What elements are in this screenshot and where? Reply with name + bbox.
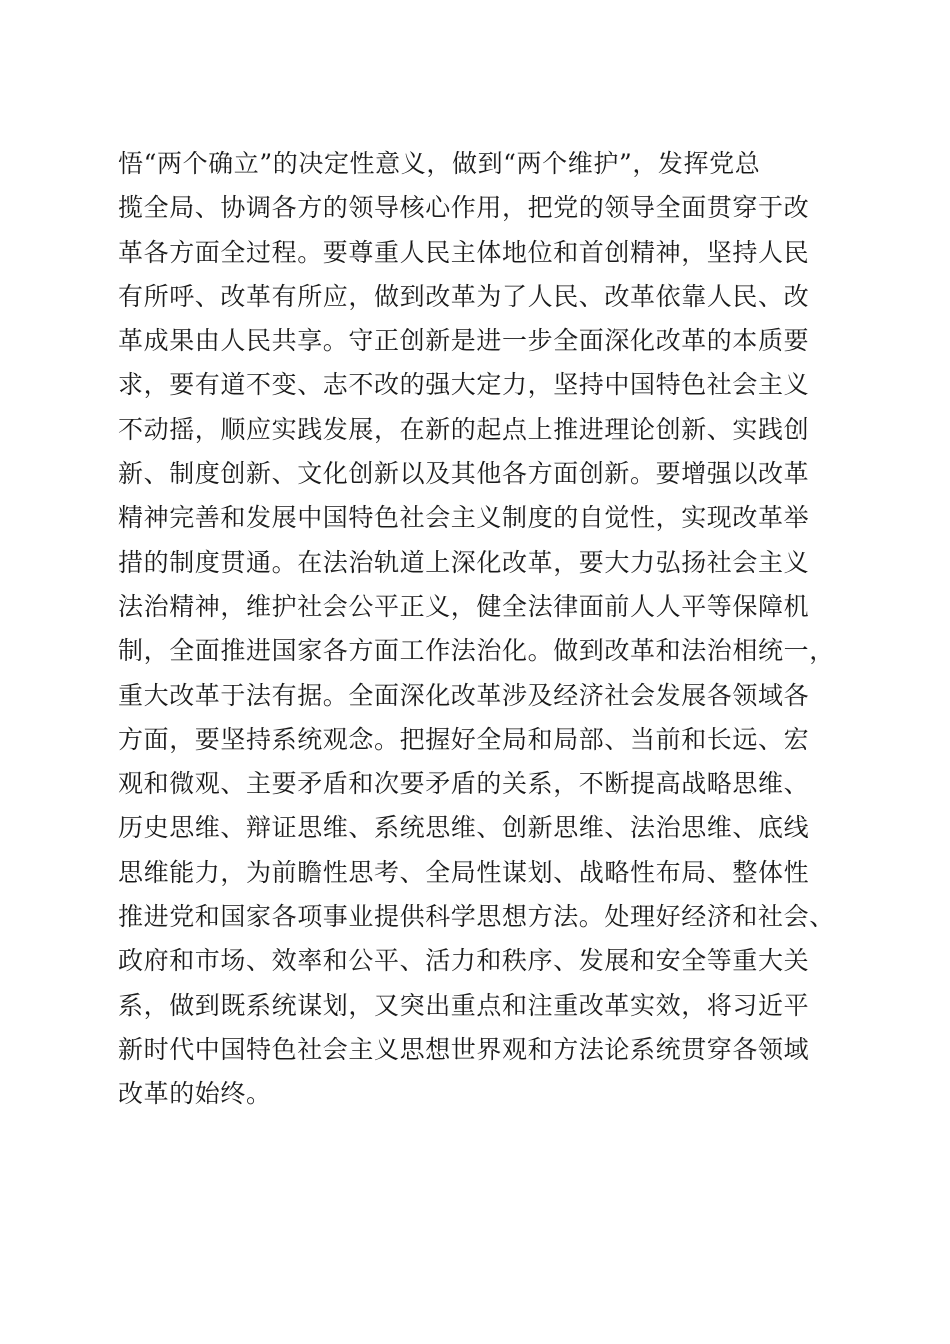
- text-line: 求，要有道不变、志不改的强大定力，坚持中国特色社会主义: [118, 370, 810, 400]
- text-line: 新时代中国特色社会主义思想世界观和方法论系统贯穿各领域: [118, 1034, 810, 1064]
- text-line: 革成果由人民共享。守正创新是进一步全面深化改革的本质要: [118, 326, 810, 356]
- text-line: 改革的始终。: [118, 1079, 272, 1109]
- text-line: 历史思维、辩证思维、系统思维、创新思维、法治思维、底线: [118, 813, 810, 843]
- text-line: 制，全面推进国家各方面工作法治化。做到改革和法治相统一，: [118, 636, 835, 666]
- text-line: 法治精神，维护社会公平正义，健全法律面前人人平等保障机: [118, 591, 810, 621]
- text-line: 精神完善和发展中国特色社会主义制度的自觉性，实现改革举: [118, 503, 810, 533]
- text-line: 不动摇，顺应实践发展，在新的起点上推进理论创新、实践创: [118, 414, 810, 444]
- text-line: 方面，要坚持系统观念。把握好全局和局部、当前和长远、宏: [118, 724, 810, 754]
- text-line: 措的制度贯通。在法治轨道上深化改革，要大力弘扬社会主义: [118, 547, 810, 577]
- text-line: 有所呼、改革有所应，做到改革为了人民、改革依靠人民、改: [118, 281, 810, 311]
- text-line: 观和微观、主要矛盾和次要矛盾的关系，不断提高战略思维、: [118, 769, 810, 799]
- text-line: 思维能力，为前瞻性思考、全局性谋划、战略性布局、整体性: [118, 857, 810, 887]
- text-line: 重大改革于法有据。全面深化改革涉及经济社会发展各领域各: [118, 680, 810, 710]
- text-line: 新、制度创新、文化创新以及其他各方面创新。要增强以改革: [118, 459, 810, 489]
- text-line: 推进党和国家各项事业提供科学思想方法。处理好经济和社会、: [118, 902, 835, 932]
- text-line: 揽全局、协调各方的领导核心作用，把党的领导全面贯穿于改: [118, 193, 810, 223]
- body-paragraph: [118, 142, 838, 1117]
- text-line: 悟“两个确立”的决定性意义，做到“两个维护”，发挥党总: [118, 149, 761, 178]
- text-line: 政府和市场、效率和公平、活力和秩序、发展和安全等重大关: [118, 946, 810, 976]
- text-line: 革各方面全过程。要尊重人民主体地位和首创精神，坚持人民: [118, 237, 810, 267]
- text-line: 系，做到既系统谋划，又突出重点和注重改革实效，将习近平: [118, 990, 810, 1020]
